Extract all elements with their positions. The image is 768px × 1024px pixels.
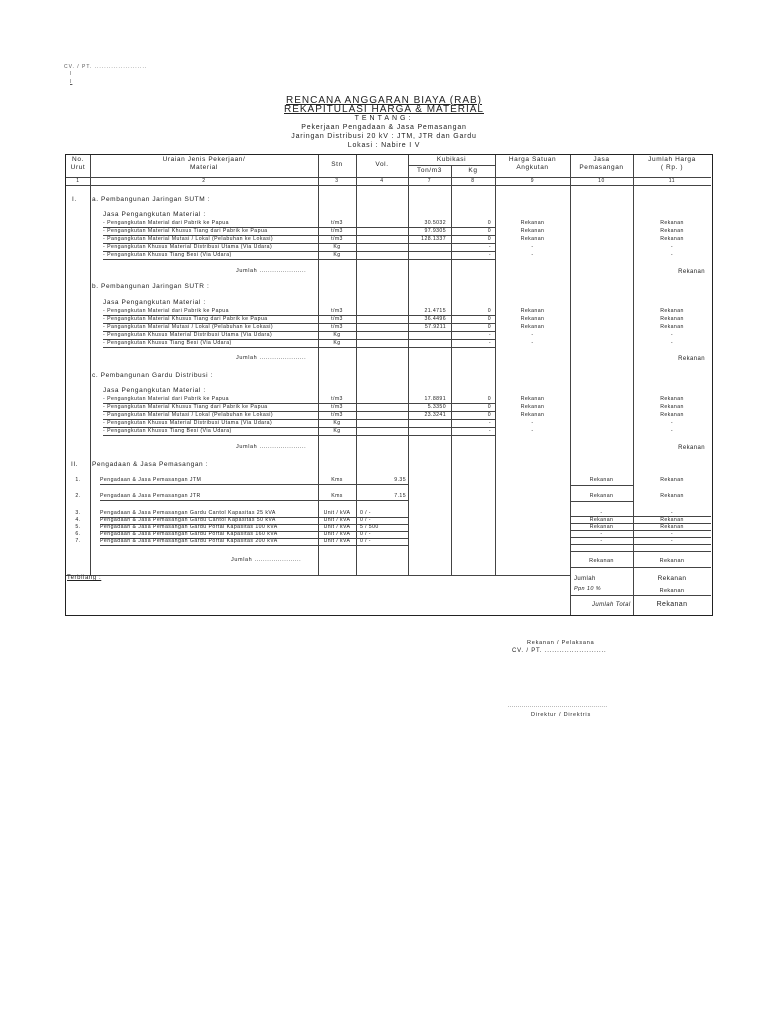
item-harga: Rekanan: [520, 236, 545, 242]
item-jasa: Rekanan: [589, 524, 614, 530]
item-stn: t/m3: [331, 324, 343, 330]
col-ton: Ton/m3: [417, 167, 442, 174]
item-ton: 5.3350: [427, 404, 446, 410]
header-mark-1: I: [70, 71, 73, 77]
jumlah-2-jasa: Rekanan: [589, 558, 614, 564]
item-stn: Unit / kVA: [323, 531, 351, 537]
footer-ppn-value: Rekanan: [659, 588, 685, 594]
footer-jumlah-label: Jumlah: [574, 576, 596, 582]
item-label: - Pengangkutan Material dari Pabrik ke Papua: [103, 219, 318, 228]
col-num: 1: [76, 178, 80, 184]
item-jumlah: Rekanan: [660, 396, 684, 402]
item-harga: -: [531, 244, 534, 250]
item-kg: 0: [487, 404, 491, 410]
col-num: 10: [598, 178, 605, 184]
item-jasa: Rekanan: [589, 477, 614, 483]
item-ton: 30.5032: [424, 220, 446, 226]
item-jumlah: Rekanan: [660, 308, 684, 314]
item-kg: 0: [487, 412, 491, 418]
item-jumlah: -: [670, 244, 674, 250]
jumlah-c-label: Jumlah ......................: [236, 444, 307, 450]
item-jumlah: Rekanan: [660, 412, 684, 418]
item-stn: Kms: [331, 477, 343, 483]
footer-total-label: Jumlah Total: [592, 602, 631, 608]
item-ton: 57.9211: [424, 324, 446, 330]
item-kg: 0: [487, 220, 491, 226]
col-num: 2: [202, 178, 206, 184]
item-stn: Kg: [333, 252, 341, 258]
item-harga: Rekanan: [520, 412, 545, 418]
item-kg: -: [488, 420, 491, 426]
jumlah-a-value: Rekanan: [678, 269, 705, 275]
item-stn: Kg: [333, 332, 341, 338]
item-vol: 0 / -: [360, 538, 371, 544]
item-jumlah: Rekanan: [660, 220, 684, 226]
item-stn: Kg: [333, 244, 341, 250]
col-harga: Harga Satuan Angkutan: [508, 156, 557, 171]
item-jumlah: Rekanan: [660, 517, 684, 523]
item-no: 3.: [75, 510, 81, 516]
item-jumlah: -: [670, 252, 674, 258]
terbilang-label: Terbilang :: [67, 575, 102, 581]
item-stn: t/m3: [331, 412, 343, 418]
item-label: Pengadaan & Jasa Pemasangan JTM: [100, 476, 318, 485]
item-jasa: Rekanan: [589, 517, 614, 523]
item-kg: -: [488, 244, 491, 250]
item-kg: 0: [487, 308, 491, 314]
item-stn: Unit / kVA: [323, 538, 351, 544]
item-jumlah: -: [670, 531, 674, 537]
item-ton: 97.9305: [424, 228, 446, 234]
item-harga: Rekanan: [520, 404, 545, 410]
item-label: - Pengangkutan Khusus Tiang Besi (Via Udara): [103, 427, 318, 436]
item-stn: Kg: [333, 420, 341, 426]
item-stn: Kg: [333, 340, 341, 346]
section-a-title: a. Pembangunan Jaringan SUTM :: [92, 196, 211, 203]
col-kg: Kg: [468, 167, 478, 174]
item-jumlah: Rekanan: [660, 236, 684, 242]
item-vol: 9.35: [394, 477, 406, 483]
item-stn: Unit / kVA: [323, 510, 351, 516]
item-jumlah: Rekanan: [660, 316, 684, 322]
col-num: 11: [668, 178, 676, 184]
project-line-1: Pekerjaan Pengadaan & Jasa Pemasangan: [301, 124, 467, 131]
item-no: 2.: [75, 493, 81, 499]
item-ton: 17.8891: [424, 396, 446, 402]
item-label: - Pengangkutan Material dari Pabrik ke Papua: [103, 307, 318, 316]
item-label: - Pengangkutan Khusus Tiang Besi (Via Udara): [103, 251, 318, 260]
col-num: 7: [427, 178, 432, 184]
item-jumlah: Rekanan: [660, 228, 684, 234]
item-label: - Pangangkutan Material Mutasi / Lokal (Pelabuhan ke Lokasi): [103, 235, 318, 244]
item-vol: 0 / -: [360, 510, 371, 516]
col-uraian: Uraian Jenis Pekerjaan/ Material: [162, 156, 246, 171]
tentang-label: TENTANG:: [354, 115, 414, 122]
jasa-label: Jasa Pengangkutan Material :: [103, 211, 206, 218]
item-jasa: -: [600, 531, 603, 537]
item-label: - Pengangkutan Material Khusus Tiang dari Pabrik ke Papua: [103, 227, 318, 236]
item-kg: -: [488, 252, 491, 258]
item-harga: -: [531, 340, 534, 346]
item-harga: Rekanan: [520, 308, 545, 314]
item-jumlah: Rekanan: [660, 404, 684, 410]
col-stn: Stn: [331, 161, 343, 168]
item-stn: t/m3: [331, 404, 343, 410]
item-kg: -: [488, 428, 491, 434]
item-no: 6.: [75, 531, 81, 537]
signature-title: Direktur / Direktris: [531, 712, 592, 718]
col-num: 3: [335, 178, 339, 184]
jasa-label: Jasa Pengangkutan Material :: [103, 299, 206, 306]
item-stn: t/m3: [331, 228, 343, 234]
item-kg: 0: [487, 324, 491, 330]
signature-role: Rekanan / Pelaksana: [527, 640, 595, 646]
item-vol: 7.15: [394, 493, 406, 499]
item-label: - Pengangkutan Khusus Tiang Besi (Via Udara): [103, 339, 318, 348]
item-label: - Pengangkutan Material Khusus Tiang dari Pabrik ke Papua: [103, 315, 318, 324]
item-jasa: -: [600, 510, 603, 516]
jumlah-b-label: Jumlah ......................: [236, 355, 307, 361]
item-stn: t/m3: [331, 220, 343, 226]
jumlah-2-total: Rekanan: [659, 558, 685, 564]
item-label: - Pengangkutan Khusus Material Distribusi Utama (Via Udara): [103, 331, 318, 340]
item-label: - Pengangkutan Material Khusus Tiang dari Pabrik ke Papua: [103, 403, 318, 412]
item-jumlah: -: [670, 332, 674, 338]
item-kg: 0: [487, 396, 491, 402]
footer-total-value: Rekanan: [656, 601, 688, 608]
jumlah-a-label: Jumlah ......................: [236, 268, 307, 274]
item-stn: Unit / kVA: [323, 524, 351, 530]
item-label: Pengadaan & Jasa Pemasangan Gardu Portal Kapasitas 200 kVA: [100, 537, 318, 546]
section-2-title: Pengadaan & Jasa Pemasangan :: [92, 461, 209, 468]
item-label: - Pengangkutan Khusus Material Distribusi Utama (Via Udara): [103, 243, 318, 252]
item-no: 7.: [75, 538, 81, 544]
item-jasa: Rekanan: [589, 493, 614, 499]
col-vol: Vol.: [375, 161, 389, 168]
section-b-title: b. Pembangunan Jaringan SUTR :: [92, 283, 210, 290]
section-1-no: I.: [72, 196, 77, 203]
item-harga: -: [531, 332, 534, 338]
header-mark-2: I: [70, 79, 73, 85]
item-stn: Kms: [331, 493, 343, 499]
rab-table: [65, 154, 713, 616]
item-vol: 0 / -: [360, 517, 371, 523]
col-kubikasi: Kubikasi: [436, 156, 467, 163]
item-kg: 0: [487, 236, 491, 242]
item-label: Pengadaan & Jasa Pemasangan JTR: [100, 492, 318, 501]
item-stn: t/m3: [331, 308, 343, 314]
item-no: 4.: [75, 517, 81, 523]
item-harga: Rekanan: [520, 228, 545, 234]
item-label: Pengadaan & Jasa Pemasangan Gardu Portal Kapasitas 160 kVA: [100, 530, 318, 539]
doc-subtitle: REKAPITULASI HARGA & MATERIAL: [284, 104, 484, 115]
project-line-2: Jaringan Distribusi 20 kV : JTM, JTR dan Gardu: [291, 133, 477, 140]
col-num: 4: [380, 178, 384, 184]
item-no: 1.: [75, 477, 81, 483]
item-label: Pengadaan & Jasa Pemasangan Gardu Portal Kapasitas 100 kVA: [100, 523, 318, 532]
item-jumlah: Rekanan: [660, 524, 684, 530]
item-jumlah: -: [670, 510, 674, 516]
col-num: 8: [471, 178, 475, 184]
col-no: No. Urut: [70, 156, 86, 171]
item-harga: -: [531, 252, 534, 258]
item-harga: -: [531, 428, 534, 434]
col-jumlah: Jumlah Harga ( Rp. ): [648, 156, 696, 171]
item-jumlah: -: [670, 538, 674, 544]
footer-ppn-label: Ppn 10 %: [574, 586, 602, 592]
section-c-title: c. Pembangunan Gardu Distribusi :: [92, 372, 213, 379]
item-ton: 36.4496: [424, 316, 446, 322]
item-label: Pengadaan & Jasa Pemasangan Gardu Cantol Kapasitas 50 kVA: [100, 516, 318, 525]
item-kg: -: [488, 340, 491, 346]
item-ton: 128.1337: [421, 236, 446, 242]
item-jumlah: -: [670, 340, 674, 346]
item-kg: 0: [487, 316, 491, 322]
item-ton: 21.4715: [424, 308, 446, 314]
col-num: 9: [530, 178, 535, 184]
item-no: 5.: [75, 524, 81, 530]
item-jasa: -: [600, 538, 603, 544]
item-jumlah: Rekanan: [660, 493, 684, 499]
item-stn: t/m3: [331, 396, 343, 402]
item-harga: Rekanan: [520, 220, 545, 226]
section-2-no: II.: [71, 461, 79, 468]
item-harga: -: [531, 420, 534, 426]
project-location: Lokasi : Nabire I V: [347, 142, 421, 149]
col-jasa: Jasa Pemasangan: [579, 156, 624, 171]
item-label: - Pengangkutan Khusus Material Distribusi Utama (Via Udara): [103, 419, 318, 428]
jumlah-c-value: Rekanan: [678, 445, 705, 451]
item-label: Pengadaan & Jasa Pemasangan Gardu Cantol Kapasitas 25 kVA: [100, 509, 318, 518]
item-harga: Rekanan: [520, 396, 545, 402]
jasa-label: Jasa Pengangkutan Material :: [103, 387, 206, 394]
item-harga: Rekanan: [520, 316, 545, 322]
signature-company: CV. / PT. .........................: [512, 648, 607, 654]
item-stn: Unit / kVA: [323, 517, 351, 523]
company-line: CV. / PT. ......................: [64, 64, 148, 70]
doc-title: RENCANA ANGGARAN BIAYA (RAB): [285, 95, 482, 106]
item-stn: t/m3: [331, 316, 343, 322]
item-jumlah: -: [670, 428, 674, 434]
item-label: - Pangangkutan Material Mutasi / Lokal (Pelabuhan ke Lokasi): [103, 411, 318, 420]
item-kg: 0: [487, 228, 491, 234]
item-jumlah: Rekanan: [660, 324, 684, 330]
item-stn: t/m3: [331, 236, 343, 242]
item-vol: 0 / -: [360, 531, 371, 537]
item-jumlah: Rekanan: [660, 477, 684, 483]
item-label: - Pengangkutan Material dari Pabrik ke Papua: [103, 395, 318, 404]
item-stn: Kg: [333, 428, 341, 434]
item-ton: 23.3241: [424, 412, 446, 418]
signature-line: ..................................................: [508, 703, 608, 709]
jumlah-2-label: Jumlah ......................: [231, 557, 302, 563]
item-vol: 5 / 500: [360, 524, 379, 530]
item-jumlah: -: [670, 420, 674, 426]
footer-jumlah-value: Rekanan: [657, 575, 687, 582]
item-label: - Pangangkutan Material Mutasi / Lokal (Pelabuhan ke Lokasi): [103, 323, 318, 332]
jumlah-b-value: Rekanan: [678, 356, 705, 362]
item-harga: Rekanan: [520, 324, 545, 330]
item-kg: -: [488, 332, 491, 338]
